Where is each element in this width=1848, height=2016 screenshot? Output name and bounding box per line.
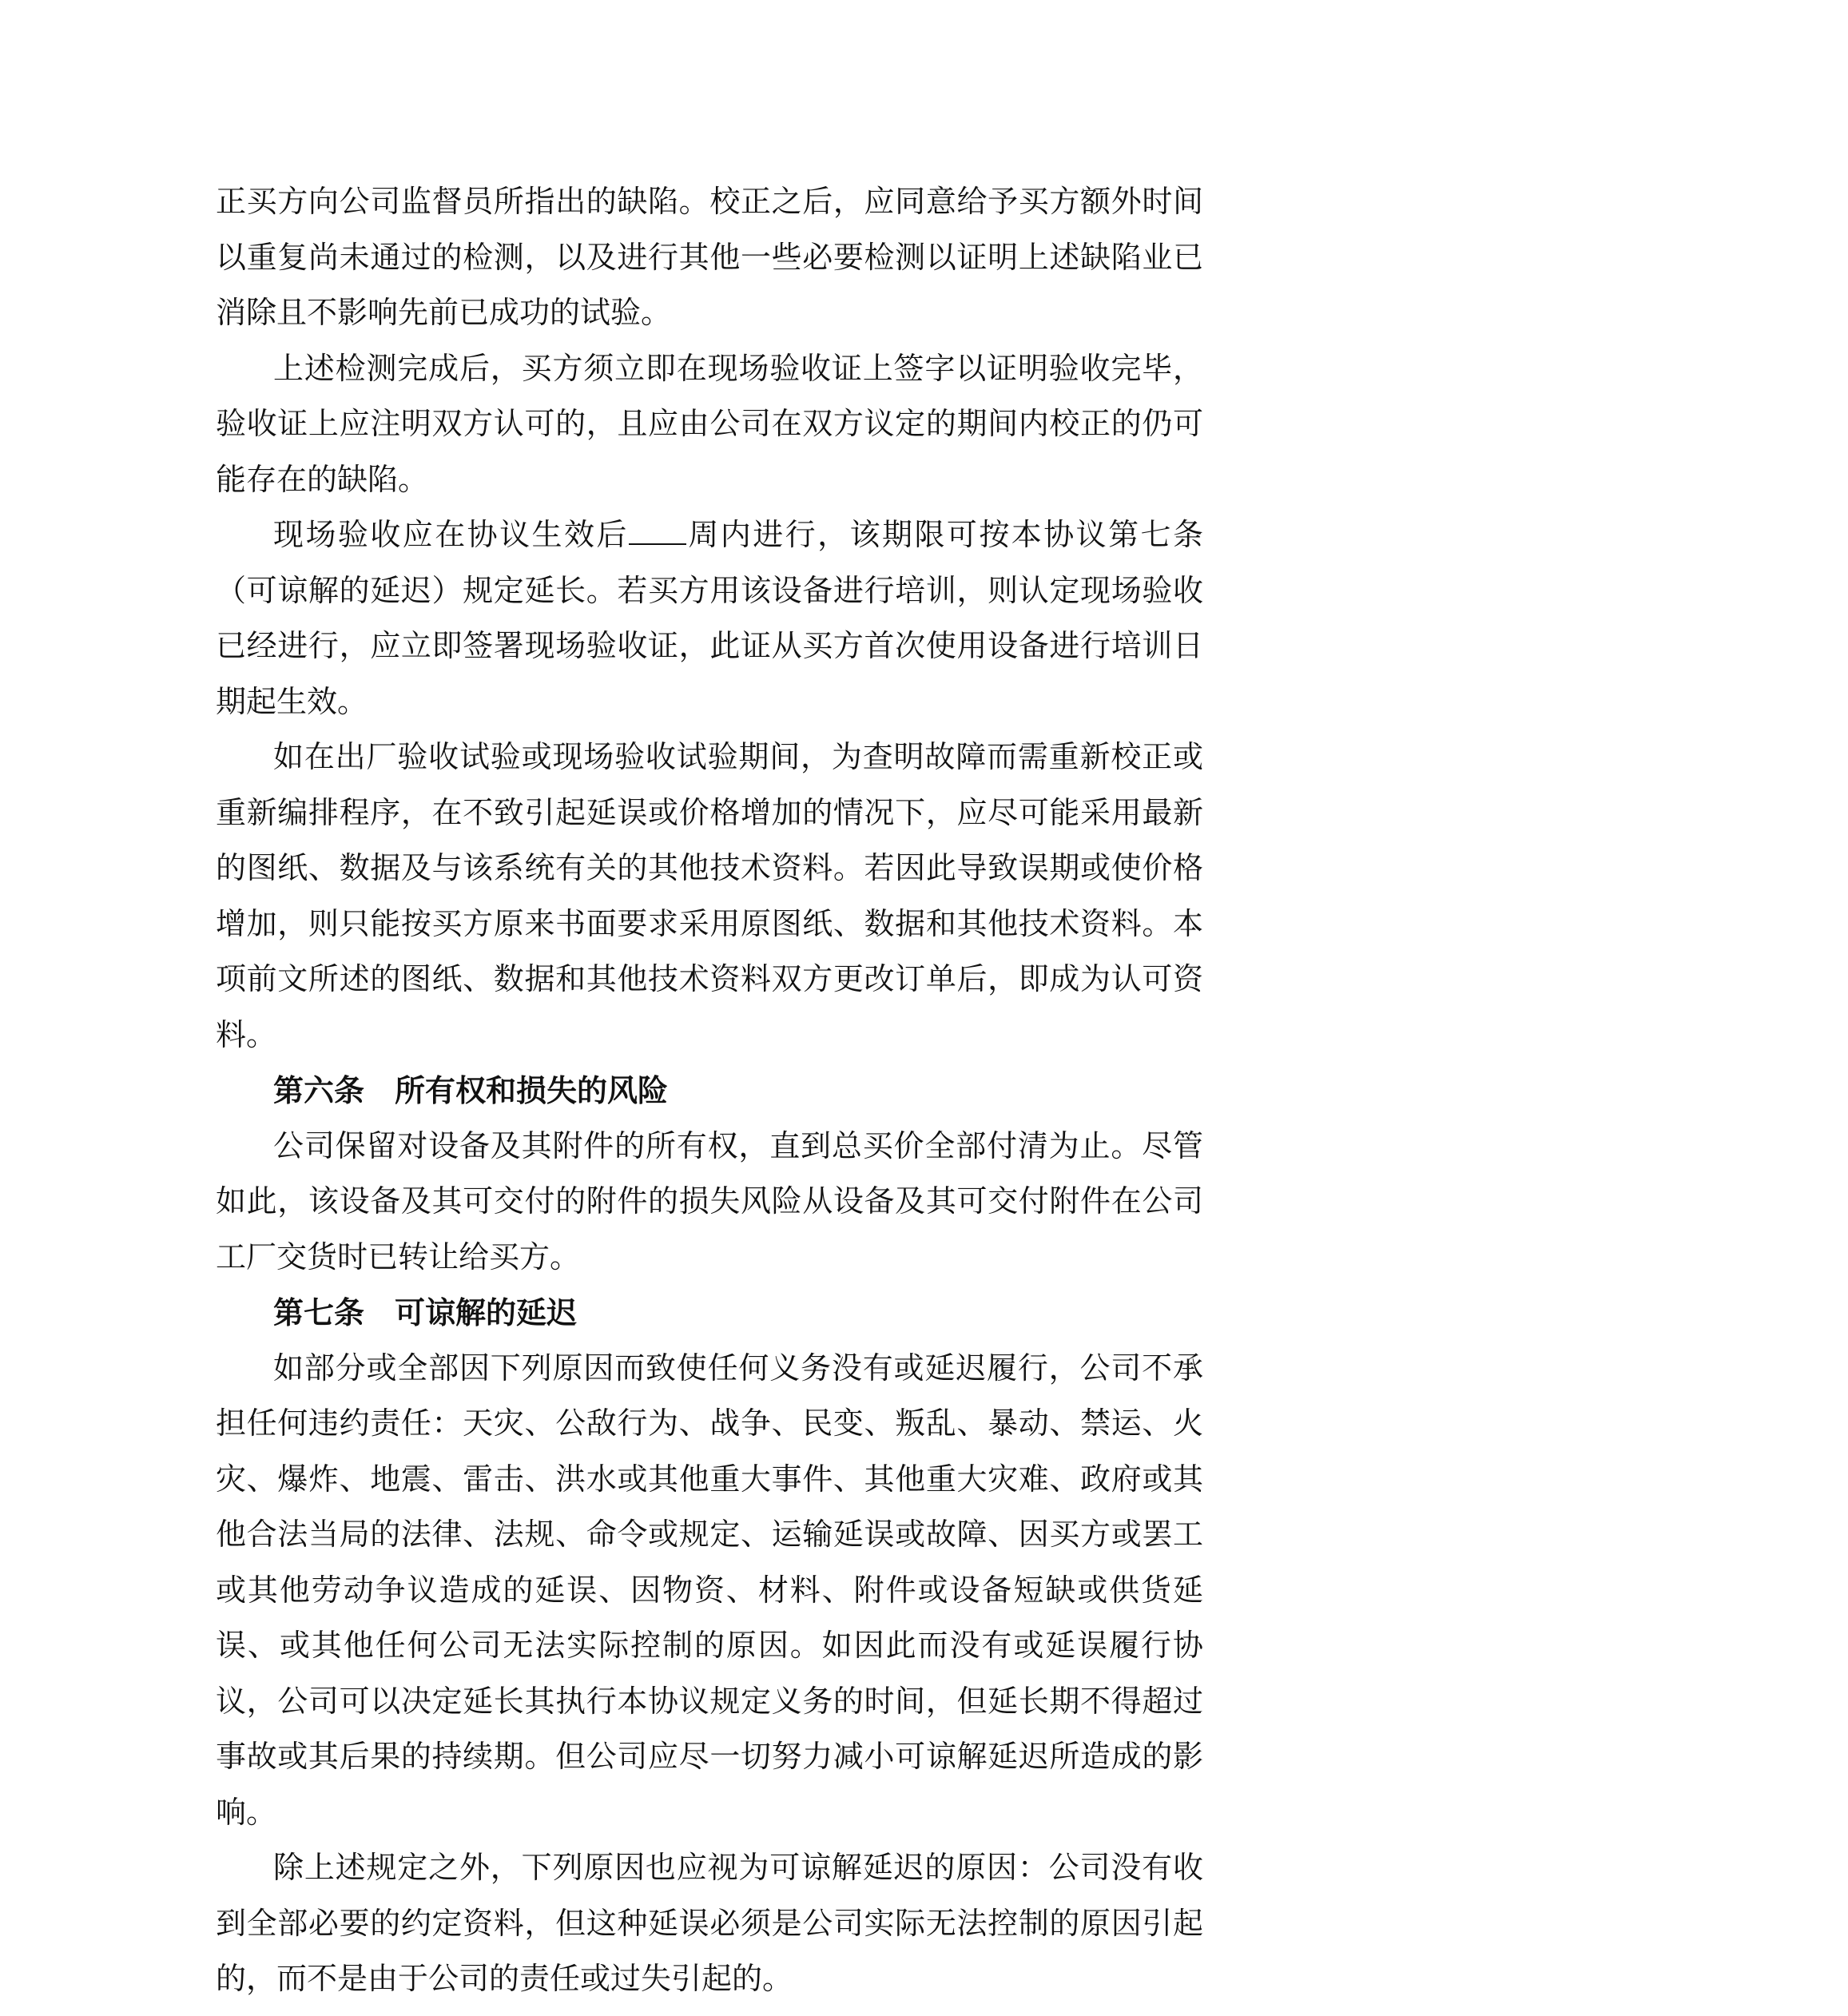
paragraph-ownership: 公司保留对设备及其附件的所有权，直到总买价全部付清为止。尽管如此，该设备及其可交付的附件的损失风险从设备及其可交付附件在公司工厂交货时已转让给买方。 [216,1127,1203,1274]
article-6-title: 所有权和损失的风险 [395,1072,669,1108]
paragraph-force-majeure: 如部分或全部因下列原因而致使任何义务没有或延迟履行，公司不承担任何违约责任：天灾、公敌行为、战争、民变、叛乱、暴动、禁运、火灾、爆炸、地震、雷击、洪水或其他重大事件、其他重大灾难、政府或其他合法当局的法律、法规、命令或规定、运输延误或故障、因买方或罢工或其他劳动争议造成的延误、因物资、材料、附件或设备短缺或供货延误、或其他任何公司无法实际控制的原因。如因此而没有或延误履行协议，公司可以决定延长其执行本协议规定义务的时间，但延长期不得超过事故或其后果的持续期。但公司应尽一切努力减小可谅解延迟所造成的影响。 [216,1350,1203,1830]
article-7-heading [216,1285,1203,1341]
paragraph-excusable-delay-other: 除上述规定之外，下列原因也应视为可谅解延迟的原因：公司没有收到全部必要的约定资料，但这种延误必须是公司实际无法控制的原因引起的，而不是由于公司的责任或过失引起的。 [216,1850,1203,1996]
paragraph-site-acceptance [216,507,1203,730]
site-acceptance-text-after: 周内进行，该期限可按本协议第七条（可谅解的延迟）规定延长。若买方用该设备进行培训，则认定现场验收已经进行，应立即签署现场验收证，此证从买方首次使用设备进行培训日期起生效。 [216,517,1203,719]
site-acceptance-text-before: 现场验收应在协议生效后 [273,517,629,552]
document-page [216,174,1203,2007]
paragraph-drawings-data: 如在出厂验收试验或现场验收试验期间，为查明故障而需重新校正或重新编排程序，在不致引起延误或价格增加的情况下，应尽可能采用最新的图纸、数据及与该系统有关的其他技术资料。若因此导致误期或使价格增加，则只能按买方原来书面要求采用原图纸、数据和其他技术资料。本项前文所述的图纸、数据和其他技术资料双方更改订单后，即成为认可资料。 [216,739,1203,1052]
article-6-number: 第六条 [273,1072,365,1108]
article-7-number: 第七条 [273,1294,365,1330]
paragraph-inspection-signoff: 上述检测完成后，买方须立即在现场验收证上签字以证明验收完毕，验收证上应注明双方认可的，且应由公司在双方议定的期间内校正的仍可能存在的缺陷。 [216,350,1203,497]
article-6-heading [216,1063,1203,1119]
paragraph-continued: 正买方向公司监督员所指出的缺陷。校正之后，应同意给予买方额外时间以重复尚未通过的检测，以及进行其他一些必要检测以证明上述缺陷业已消除且不影响先前已成功的试验。 [216,184,1203,330]
article-7-title: 可谅解的延迟 [395,1294,578,1330]
fill-in-blank [629,519,686,545]
